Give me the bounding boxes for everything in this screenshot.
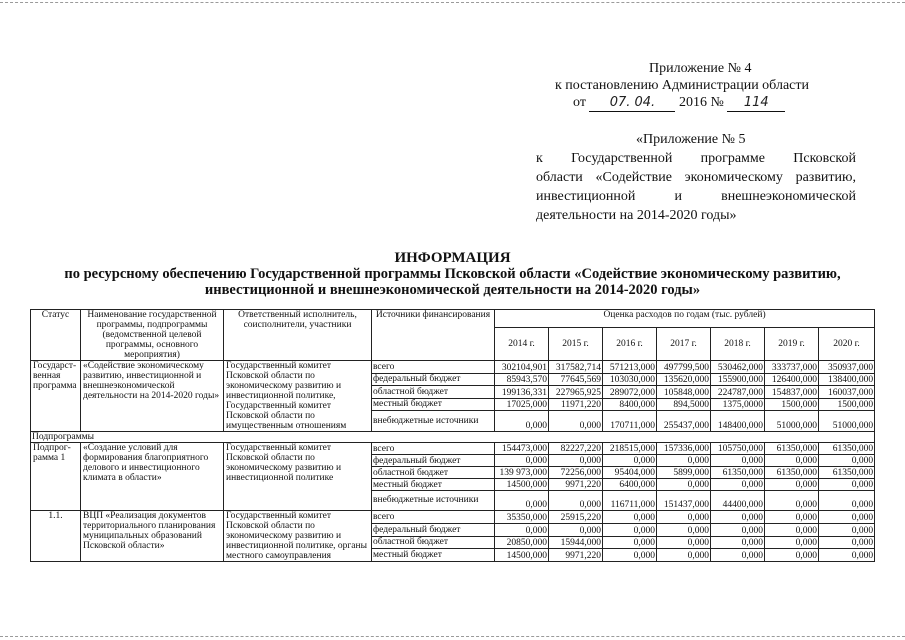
col-source: Источники финансирования (372, 310, 495, 361)
prev-appendix-line5: деятельности на 2014-2020 годы» (536, 208, 737, 223)
amount-cell: 138400,000 (819, 373, 875, 386)
col-year: 2020 г. (819, 328, 875, 361)
amount-cell: 302104,901 (495, 361, 549, 374)
amount-cell: 0,000 (765, 549, 819, 562)
prev-appendix-line2: к Государственной программе Псковской (536, 151, 856, 166)
amount-cell: 139 973,000 (495, 467, 549, 479)
amount-cell: 0,000 (495, 411, 549, 432)
amount-cell: 0,000 (765, 511, 819, 524)
amount-cell: 154473,000 (495, 443, 549, 455)
amount-cell: 61350,000 (819, 467, 875, 479)
amount-cell: 0,000 (549, 523, 603, 536)
amount-cell: 0,000 (711, 511, 765, 524)
col-year: 2017 г. (657, 328, 711, 361)
amount-cell: 289072,000 (603, 386, 657, 399)
funding-source: внебюджетные источники (372, 491, 495, 511)
amount-cell: 9971,220 (549, 549, 603, 562)
amount-cell: 227965,925 (549, 386, 603, 399)
amount-cell: 0,000 (549, 455, 603, 467)
amount-cell: 105750,000 (711, 443, 765, 455)
amount-cell: 105848,000 (657, 386, 711, 399)
subprogram1-row (31, 443, 875, 455)
amount-cell: 0,000 (765, 536, 819, 549)
amount-cell: 14500,000 (495, 479, 549, 491)
funding-source: местный бюджет (372, 398, 495, 411)
amount-cell: 5899,000 (657, 467, 711, 479)
vcp-name: ВЦП «Реализация документов территориального планирования муниципальных образований Псковской области» (81, 511, 224, 562)
amount-cell: 0,000 (495, 523, 549, 536)
amount-cell: 160037,000 (819, 386, 875, 399)
funding-source: областной бюджет (372, 536, 495, 549)
appendix-header (555, 60, 855, 112)
amount-cell: 20850,000 (495, 536, 549, 549)
document-title: ИНФОРМАЦИЯ (394, 250, 511, 266)
resource-table (30, 309, 875, 562)
amount-cell: 530462,000 (711, 361, 765, 374)
scan-top-edge (0, 2, 905, 3)
program-executor: Государственный комитет Псковской области по экономическому развитию и инвестиционной политике, Государственный комитет Псковской области по имущественным отношениям (224, 361, 372, 432)
amount-cell: 17025,000 (495, 398, 549, 411)
amount-cell: 0,000 (657, 511, 711, 524)
appendix-date-line (555, 94, 855, 112)
amount-cell: 44400,000 (711, 491, 765, 511)
col-estimate: Оценка расходов по годам (тыс. рублей) (495, 310, 875, 328)
funding-source: областной бюджет (372, 467, 495, 479)
amount-cell: 95404,000 (603, 467, 657, 479)
amount-cell: 170711,000 (603, 411, 657, 432)
from-label: от (573, 95, 586, 110)
funding-source: всего (372, 361, 495, 374)
document-heading (0, 250, 905, 298)
amount-cell: 0,000 (819, 511, 875, 524)
amount-cell: 1500,000 (765, 398, 819, 411)
prev-appendix-line4: инвестиционной и внешнеэкономической (536, 189, 856, 204)
amount-cell: 157336,000 (657, 443, 711, 455)
funding-source: федеральный бюджет (372, 455, 495, 467)
amount-cell: 0,000 (603, 455, 657, 467)
amount-cell: 103030,000 (603, 373, 657, 386)
amount-cell: 0,000 (765, 523, 819, 536)
prev-appendix-number: «Приложение № 5 (636, 132, 746, 147)
amount-cell: 0,000 (711, 523, 765, 536)
scan-bottom-edge (0, 636, 905, 637)
col-executor: Ответственный исполнитель, соисполнители, участники (224, 310, 372, 361)
year-number-label: 2016 № (678, 95, 724, 110)
amount-cell: 116711,000 (603, 491, 657, 511)
funding-source: областной бюджет (372, 386, 495, 399)
amount-cell: 0,000 (819, 479, 875, 491)
subprogram1-status: Подпрог-рамма 1 (31, 443, 81, 511)
col-year: 2015 г. (549, 328, 603, 361)
amount-cell: 77645,569 (549, 373, 603, 386)
subprograms-section-row (31, 432, 875, 443)
vcp-row (31, 511, 875, 524)
amount-cell: 0,000 (549, 491, 603, 511)
amount-cell: 61350,000 (765, 443, 819, 455)
amount-cell: 15944,000 (549, 536, 603, 549)
amount-cell: 61350,000 (819, 443, 875, 455)
amount-cell: 571213,000 (603, 361, 657, 374)
amount-cell: 0,000 (765, 491, 819, 511)
amount-cell: 317582,714 (549, 361, 603, 374)
handwritten-date: 07. 04. (589, 94, 675, 112)
appendix-number: Приложение № 4 (649, 61, 752, 76)
funding-source: федеральный бюджет (372, 373, 495, 386)
amount-cell: 0,000 (765, 479, 819, 491)
amount-cell: 61350,000 (711, 467, 765, 479)
amount-cell: 9971,220 (549, 479, 603, 491)
col-year: 2014 г. (495, 328, 549, 361)
funding-source: внебюджетные источники (372, 411, 495, 432)
amount-cell: 0,000 (603, 536, 657, 549)
amount-cell: 8400,000 (603, 398, 657, 411)
amount-cell: 333737,000 (765, 361, 819, 374)
col-year: 2018 г. (711, 328, 765, 361)
amount-cell: 0,000 (711, 536, 765, 549)
subprograms-label: Подпрограммы (31, 432, 875, 443)
amount-cell: 85943,570 (495, 373, 549, 386)
amount-cell: 126400,000 (765, 373, 819, 386)
amount-cell: 0,000 (603, 549, 657, 562)
amount-cell: 894,5000 (657, 398, 711, 411)
col-name: Наименование государственной программы, подпрограммы (ведомственной целевой программы, основного мероприятия) (81, 310, 224, 361)
amount-cell: 0,000 (495, 455, 549, 467)
subprogram1-executor: Государственный комитет Псковской области по экономическому развитию и инвестиционной политике (224, 443, 372, 511)
amount-cell: 0,000 (819, 536, 875, 549)
amount-cell: 0,000 (819, 523, 875, 536)
amount-cell: 224787,000 (711, 386, 765, 399)
amount-cell: 350937,000 (819, 361, 875, 374)
amount-cell: 0,000 (711, 455, 765, 467)
document-subtitle-line1: по ресурсному обеспечению Государственной программы Псковской области «Содействие экономическому развитию, (64, 266, 841, 282)
appendix-decree-line: к постановлению Администрации области (555, 78, 809, 93)
amount-cell: 0,000 (819, 549, 875, 562)
funding-source: местный бюджет (372, 549, 495, 562)
amount-cell: 0,000 (657, 523, 711, 536)
amount-cell: 25915,220 (549, 511, 603, 524)
amount-cell: 1375,0000 (711, 398, 765, 411)
amount-cell: 11971,220 (549, 398, 603, 411)
amount-cell: 14500,000 (495, 549, 549, 562)
program-name: «Содействие экономическому развитию, инвестиционной и внешнеэкономической деятельности на 2014-2020 годы» (81, 361, 224, 432)
amount-cell: 0,000 (819, 455, 875, 467)
funding-source: всего (372, 511, 495, 524)
document-subtitle-line2: инвестиционной и внешнеэкономической деятельности на 2014-2020 годы» (204, 282, 701, 298)
previous-appendix-reference (536, 130, 856, 225)
vcp-status: 1.1. (31, 511, 81, 562)
funding-source: местный бюджет (372, 479, 495, 491)
amount-cell: 6400,000 (603, 479, 657, 491)
amount-cell: 255437,000 (657, 411, 711, 432)
vcp-executor: Государственный комитет Псковской области по экономическому развитию и инвестиционной политике, органы местного самоуправления (224, 511, 372, 562)
amount-cell: 0,000 (819, 491, 875, 511)
amount-cell: 0,000 (657, 549, 711, 562)
col-year: 2019 г. (765, 328, 819, 361)
amount-cell: 82227,220 (549, 443, 603, 455)
amount-cell: 0,000 (603, 511, 657, 524)
program-row (31, 361, 875, 374)
amount-cell: 51000,000 (819, 411, 875, 432)
amount-cell: 72256,000 (549, 467, 603, 479)
col-status: Статус (31, 310, 81, 361)
amount-cell: 0,000 (765, 455, 819, 467)
amount-cell: 61350,000 (765, 467, 819, 479)
amount-cell: 218515,000 (603, 443, 657, 455)
funding-source: всего (372, 443, 495, 455)
amount-cell: 199136,331 (495, 386, 549, 399)
amount-cell: 155900,000 (711, 373, 765, 386)
amount-cell: 0,000 (711, 549, 765, 562)
amount-cell: 0,000 (603, 523, 657, 536)
amount-cell: 35350,000 (495, 511, 549, 524)
prev-appendix-line3: области «Содействие экономическому развитию, (536, 170, 856, 185)
amount-cell: 154837,000 (765, 386, 819, 399)
amount-cell: 0,000 (657, 455, 711, 467)
amount-cell: 151437,000 (657, 491, 711, 511)
handwritten-number: 114 (727, 94, 785, 112)
amount-cell: 0,000 (549, 411, 603, 432)
amount-cell: 0,000 (657, 536, 711, 549)
amount-cell: 1500,000 (819, 398, 875, 411)
amount-cell: 0,000 (495, 491, 549, 511)
amount-cell: 0,000 (711, 479, 765, 491)
amount-cell: 497799,500 (657, 361, 711, 374)
amount-cell: 148400,000 (711, 411, 765, 432)
col-year: 2016 г. (603, 328, 657, 361)
subprogram1-name: «Создание условий для формирования благоприятного делового и инвестиционного климата в области» (81, 443, 224, 511)
amount-cell: 51000,000 (765, 411, 819, 432)
program-status: Государст-венная программа (31, 361, 81, 432)
amount-cell: 135620,000 (657, 373, 711, 386)
funding-source: федеральный бюджет (372, 523, 495, 536)
amount-cell: 0,000 (657, 479, 711, 491)
